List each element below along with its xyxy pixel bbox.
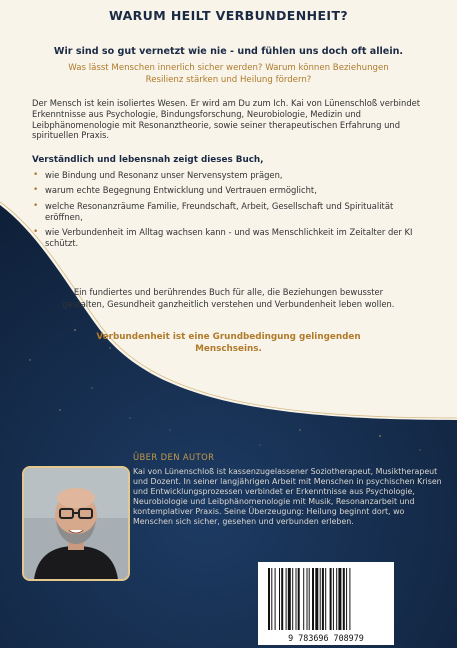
- barcode-bar: [343, 568, 345, 630]
- about-heading: ÜBER DEN AUTOR: [133, 452, 215, 462]
- author-portrait-image: [24, 468, 128, 579]
- about-text: Kai von Lünenschloß ist kassenzugelassener Soziotherapeut, Musiktherapeut und Dozent. In seiner langjährigen Arbeit mit Menschen in psychischen Krisen und Entwicklungsprozessen verbindet er Erkenntnisse aus Psychologie, Neurobiologie und Leibphänomenologie mit Musik, Resonanzarbeit und kontemplativer Praxis. Seine Überzeugung: Heilung beginnt dort, wo Menschen sich sicher, gesehen und verbunden erleben.: [133, 467, 442, 527]
- barcode-bar: [275, 568, 276, 630]
- barcode-bar: [288, 568, 291, 630]
- list-heading: Verständlich und lebensnah zeigt dieses Buch,: [32, 155, 264, 165]
- tagline: Verbundenheit ist eine Grundbedingung gelingenden Menschseins.: [96, 332, 361, 354]
- barcode-bar: [303, 568, 304, 630]
- barcode-bar: [320, 568, 321, 630]
- sub-question: Was lässt Menschen innerlich sicher werden? Warum können Beziehungen Resilienz stärken und Heilung fördern?: [68, 63, 389, 85]
- barcode-bar: [296, 568, 297, 630]
- barcode-bar: [333, 568, 334, 630]
- barcode-bar: [349, 568, 350, 630]
- author-photo: [22, 466, 130, 581]
- barcode-bar: [271, 568, 272, 630]
- barcode-bar: [346, 568, 347, 630]
- feature-list: [32, 170, 432, 253]
- lead-sentence: Wir sind so gut vernetzt wie nie - und fühlen uns doch oft allein.: [53, 46, 404, 57]
- barcode-bar: [279, 568, 280, 630]
- barcode-bar: [315, 568, 318, 630]
- barcode-bar: [322, 568, 324, 630]
- barcode-bar: [330, 568, 332, 630]
- list-item: • welche Resonanzräume Familie, Freundschaft, Arbeit, Gesellschaft und Spiritualität eröffnen,: [32, 201, 432, 223]
- closing-paragraph: Ein fundiertes und berührendes Buch für alle, die Beziehungen bewusster gestalten, Gesundheit ganzheitlich verstehen und Verbundenheit leben wollen.: [62, 287, 395, 309]
- barcode-bar: [309, 568, 310, 630]
- barcode-bar: [281, 568, 283, 630]
- barcode-bar: [325, 568, 326, 630]
- intro-paragraph: Der Mensch ist kein isoliertes Wesen. Er wird am Du zum Ich. Kai von Lünenschloß verbindet Erkenntnisse aus Psychologie, Bindungsforschung, Neurobiologie, Medizin und Leibphänomenologie mit Resonanztheorie, sowie seiner therapeutischen Erfahrung und spirituellen Praxis.: [32, 98, 421, 141]
- barcode-bars: [258, 562, 394, 632]
- isbn-number: 9 783696 708979: [288, 633, 364, 643]
- page-title: WARUM HEILT VERBUNDENHEIT?: [108, 8, 349, 23]
- barcode-bar: [292, 568, 293, 630]
- barcode-bar: [338, 568, 341, 630]
- barcode-bar: [286, 568, 287, 630]
- barcode-bar: [336, 568, 337, 630]
- barcode-bar: [307, 568, 308, 630]
- list-item: • wie Verbundenheit im Alltag wachsen kann - und was Menschlichkeit im Zeitalter der KI schützt.: [32, 227, 432, 249]
- barcode-bar: [312, 568, 314, 630]
- list-item: • wie Bindung und Resonanz unser Nervensystem prägen,: [32, 170, 432, 181]
- barcode-bar: [268, 568, 270, 630]
- list-item: • warum echte Begegnung Entwicklung und Vertrauen ermöglicht,: [32, 185, 432, 196]
- barcode-bar: [298, 568, 300, 630]
